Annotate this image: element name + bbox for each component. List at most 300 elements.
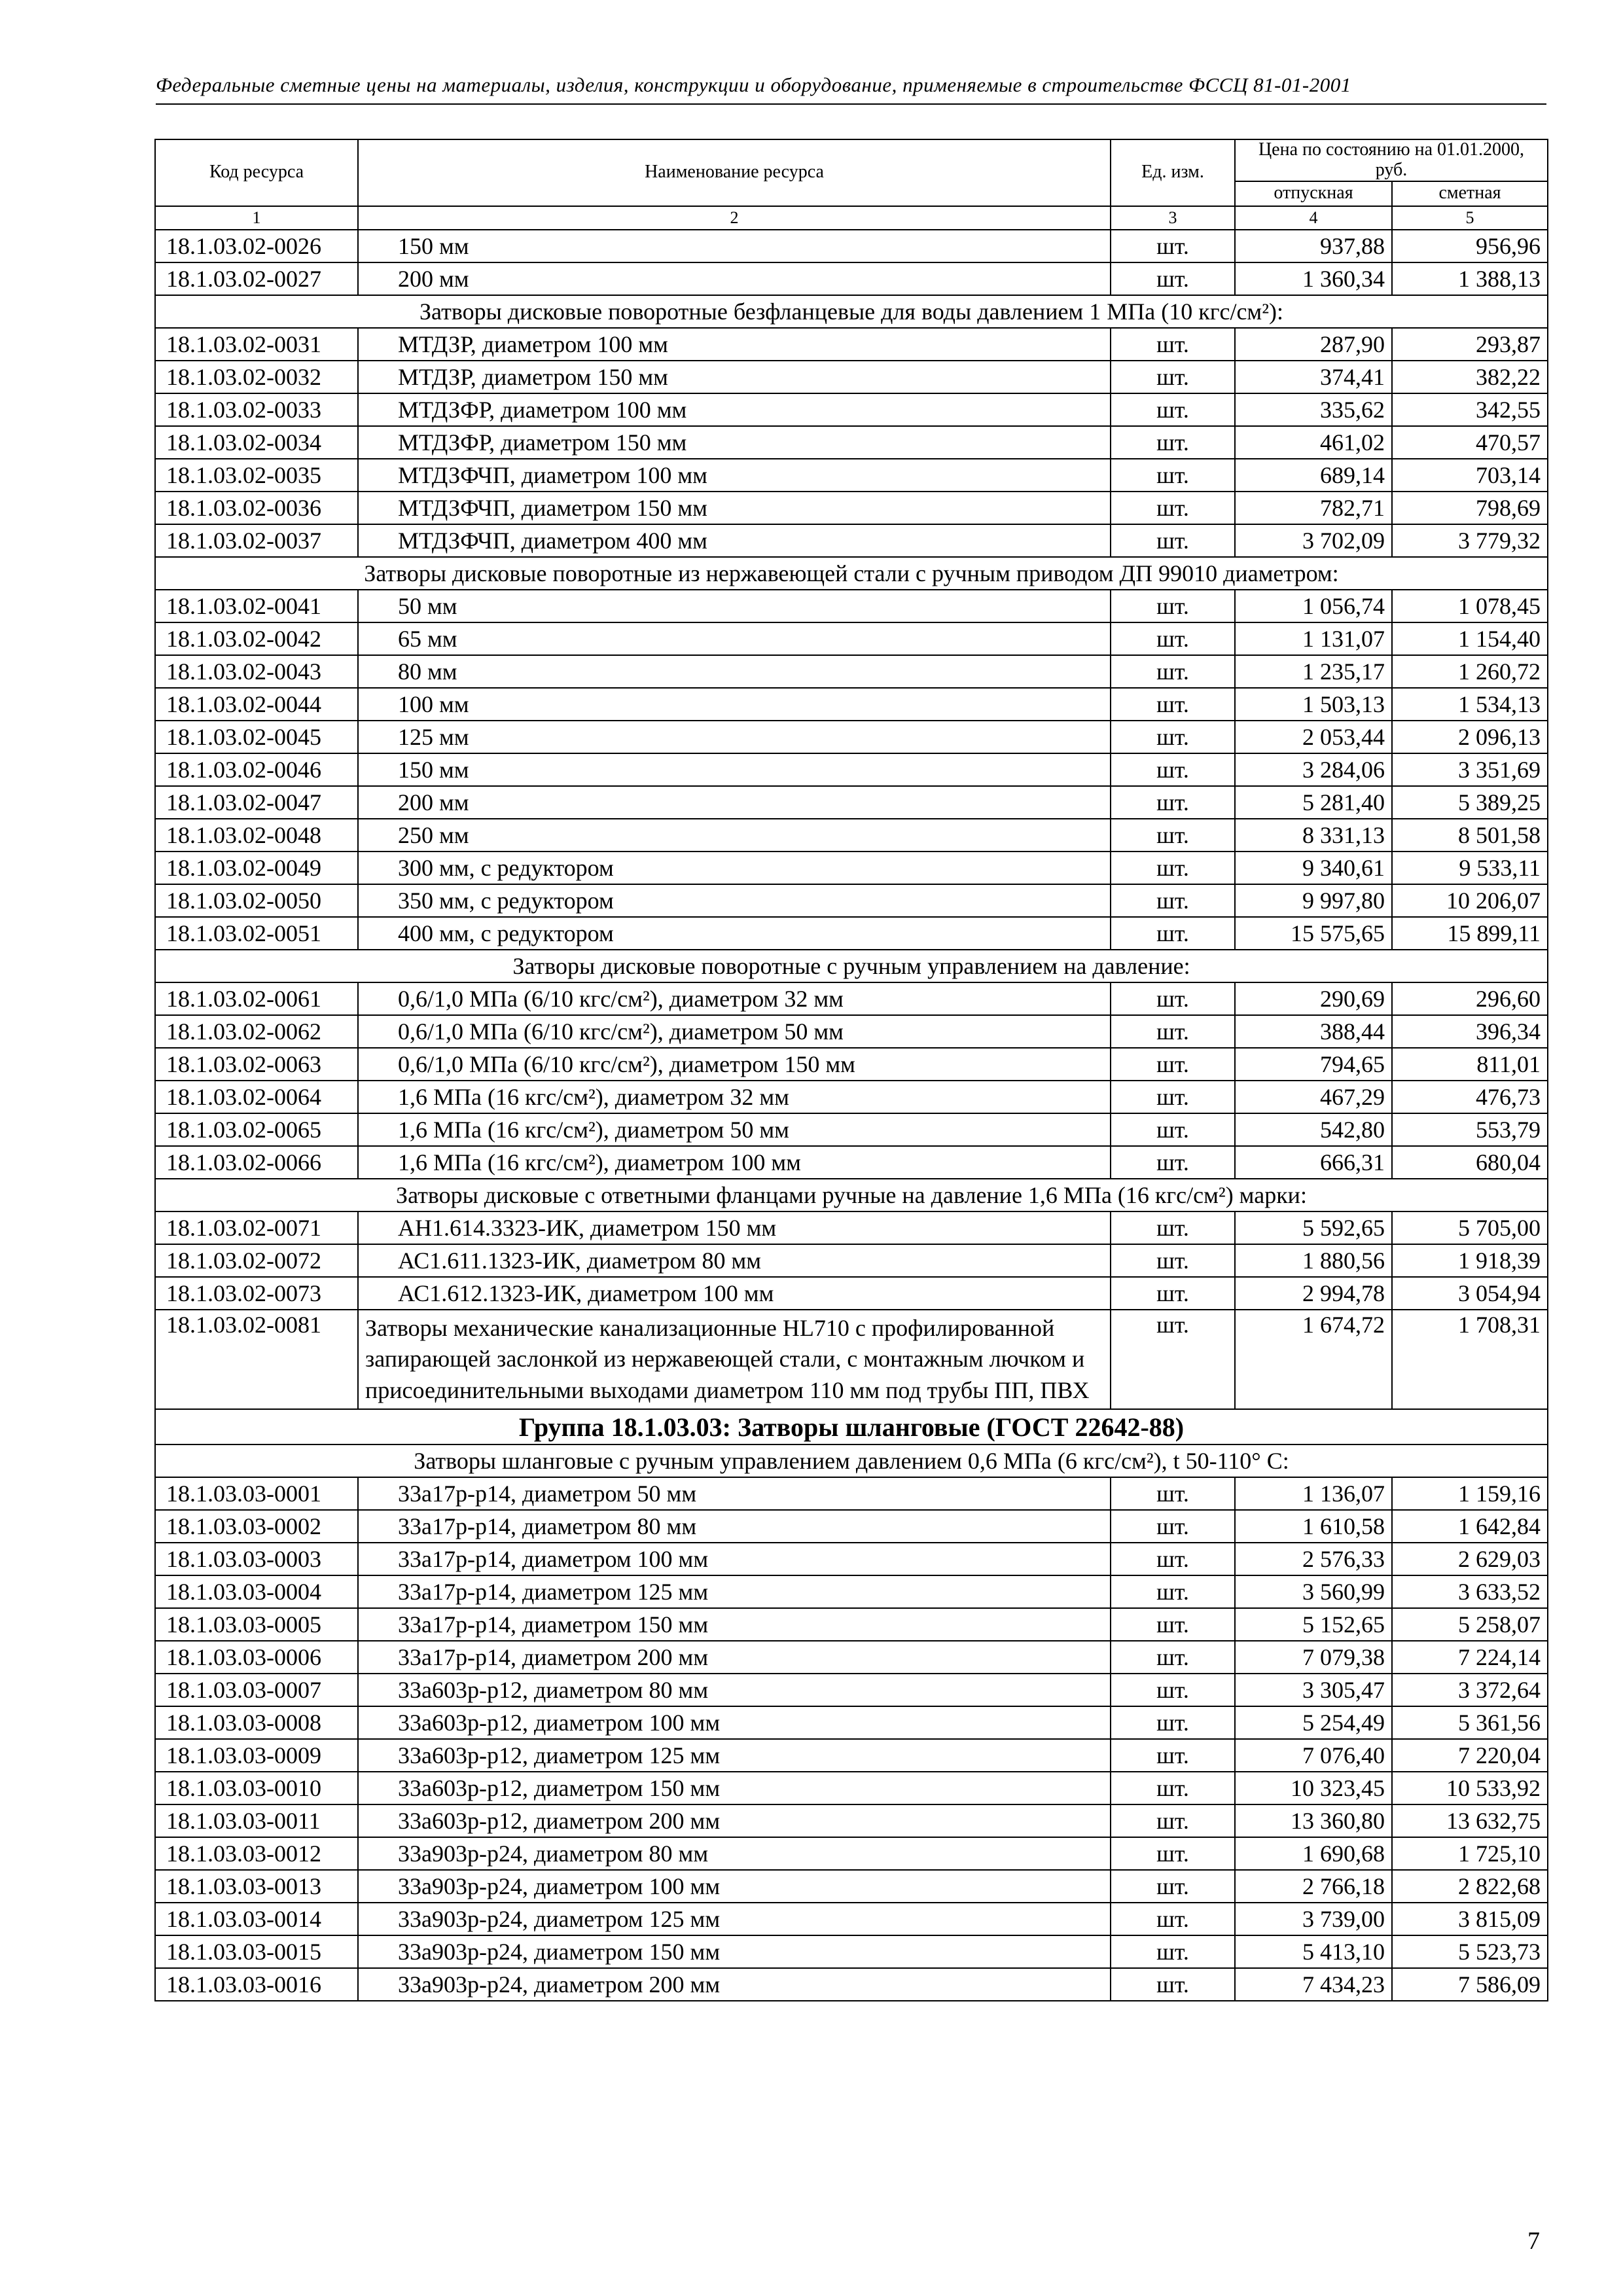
release-price: 2 766,18 xyxy=(1235,1870,1392,1903)
resource-code: 18.1.03.02-0065 xyxy=(155,1113,358,1146)
estimate-price: 811,01 xyxy=(1392,1048,1548,1081)
unit-of-measure: шт. xyxy=(1111,459,1235,492)
resource-code: 18.1.03.02-0035 xyxy=(155,459,358,492)
table-row xyxy=(155,1739,1548,1772)
table-row xyxy=(155,393,1548,426)
subsection-heading-row xyxy=(155,1444,1548,1477)
estimate-price: 5 258,07 xyxy=(1392,1608,1548,1641)
table-row xyxy=(155,688,1548,721)
estimate-price: 13 632,75 xyxy=(1392,1804,1548,1837)
estimate-price: 703,14 xyxy=(1392,459,1548,492)
resource-name: МТДЗФЧП, диаметром 100 мм xyxy=(358,459,1111,492)
table-row xyxy=(155,426,1548,459)
resource-name: 33а603р-р12, диаметром 125 мм xyxy=(358,1739,1111,1772)
resource-name: 1,6 МПа (16 кгс/см²), диаметром 32 мм xyxy=(358,1081,1111,1113)
resource-name: 0,6/1,0 МПа (6/10 кгс/см²), диаметром 50 мм xyxy=(358,1015,1111,1048)
table-row xyxy=(155,819,1548,852)
estimate-price: 2 822,68 xyxy=(1392,1870,1548,1903)
unit-of-measure: шт. xyxy=(1111,1244,1235,1277)
estimate-price: 296,60 xyxy=(1392,982,1548,1015)
resource-code: 18.1.03.03-0002 xyxy=(155,1510,358,1543)
resource-code: 18.1.03.02-0064 xyxy=(155,1081,358,1113)
resource-code: 18.1.03.02-0049 xyxy=(155,852,358,884)
resource-code: 18.1.03.03-0003 xyxy=(155,1543,358,1575)
table-row xyxy=(155,1641,1548,1674)
release-price: 5 281,40 xyxy=(1235,786,1392,819)
unit-of-measure: шт. xyxy=(1111,1211,1235,1244)
release-price: 1 360,34 xyxy=(1235,262,1392,295)
resource-name: МТДЗФЧП, диаметром 150 мм xyxy=(358,492,1111,524)
resource-name: 1,6 МПа (16 кгс/см²), диаметром 50 мм xyxy=(358,1113,1111,1146)
unit-of-measure: шт. xyxy=(1111,982,1235,1015)
table-row xyxy=(155,1015,1548,1048)
column-number: 3 xyxy=(1111,206,1235,230)
resource-name: 33а903р-р24, диаметром 150 мм xyxy=(358,1935,1111,1968)
release-price: 5 254,49 xyxy=(1235,1706,1392,1739)
table-row xyxy=(155,262,1548,295)
resource-name: 33а603р-р12, диаметром 150 мм xyxy=(358,1772,1111,1804)
resource-code: 18.1.03.03-0016 xyxy=(155,1968,358,2001)
release-price: 15 575,65 xyxy=(1235,917,1392,950)
release-price: 1 136,07 xyxy=(1235,1477,1392,1510)
estimate-price: 1 918,39 xyxy=(1392,1244,1548,1277)
table-row xyxy=(155,1081,1548,1113)
release-price: 9 997,80 xyxy=(1235,884,1392,917)
estimate-price: 956,96 xyxy=(1392,230,1548,262)
release-price: 3 702,09 xyxy=(1235,524,1392,557)
resource-name: 150 мм xyxy=(358,753,1111,786)
resource-code: 18.1.03.02-0036 xyxy=(155,492,358,524)
release-price: 1 131,07 xyxy=(1235,622,1392,655)
table-row xyxy=(155,753,1548,786)
resource-name: 33а17р-р14, диаметром 50 мм xyxy=(358,1477,1111,1510)
resource-code: 18.1.03.03-0007 xyxy=(155,1674,358,1706)
release-price: 1 503,13 xyxy=(1235,688,1392,721)
release-price: 2 576,33 xyxy=(1235,1543,1392,1575)
estimate-price: 3 633,52 xyxy=(1392,1575,1548,1608)
resource-name: АС1.611.1323-ИК, диаметром 80 мм xyxy=(358,1244,1111,1277)
release-price: 1 880,56 xyxy=(1235,1244,1392,1277)
unit-of-measure: шт. xyxy=(1111,1146,1235,1179)
resource-name: 200 мм xyxy=(358,262,1111,295)
unit-of-measure: шт. xyxy=(1111,1113,1235,1146)
resource-code: 18.1.03.03-0011 xyxy=(155,1804,358,1837)
group-heading-row xyxy=(155,1409,1548,1444)
resource-name: 33а603р-р12, диаметром 80 мм xyxy=(358,1674,1111,1706)
estimate-price: 382,22 xyxy=(1392,361,1548,393)
subsection-heading-row xyxy=(155,295,1548,328)
col-header-release: отпускная xyxy=(1235,181,1392,206)
table-row xyxy=(155,1575,1548,1608)
estimate-price: 553,79 xyxy=(1392,1113,1548,1146)
subsection-heading: Затворы дисковые поворотные из нержавеющей стали с ручным приводом ДП 99010 диаметром: xyxy=(155,557,1548,590)
resource-code: 18.1.03.02-0073 xyxy=(155,1277,358,1310)
resource-code: 18.1.03.02-0081 xyxy=(155,1310,358,1410)
estimate-price: 1 725,10 xyxy=(1392,1837,1548,1870)
resource-name: 33а903р-р24, диаметром 200 мм xyxy=(358,1968,1111,2001)
release-price: 1 235,17 xyxy=(1235,655,1392,688)
resource-name: АН1.614.3323-ИК, диаметром 150 мм xyxy=(358,1211,1111,1244)
estimate-price: 1 534,13 xyxy=(1392,688,1548,721)
subsection-heading-row xyxy=(155,1179,1548,1211)
resource-code: 18.1.03.02-0048 xyxy=(155,819,358,852)
resource-name: 33а903р-р24, диаметром 100 мм xyxy=(358,1870,1111,1903)
estimate-price: 7 224,14 xyxy=(1392,1641,1548,1674)
unit-of-measure: шт. xyxy=(1111,917,1235,950)
release-price: 3 284,06 xyxy=(1235,753,1392,786)
column-number: 2 xyxy=(358,206,1111,230)
resource-code: 18.1.03.02-0071 xyxy=(155,1211,358,1244)
estimate-price: 7 220,04 xyxy=(1392,1739,1548,1772)
resource-code: 18.1.03.02-0031 xyxy=(155,328,358,361)
resource-code: 18.1.03.02-0033 xyxy=(155,393,358,426)
table-row xyxy=(155,721,1548,753)
unit-of-measure: шт. xyxy=(1111,721,1235,753)
release-price: 7 076,40 xyxy=(1235,1739,1392,1772)
estimate-price: 396,34 xyxy=(1392,1015,1548,1048)
table-row xyxy=(155,1935,1548,1968)
resource-name: 33а17р-р14, диаметром 125 мм xyxy=(358,1575,1111,1608)
table-row xyxy=(155,459,1548,492)
estimate-price: 9 533,11 xyxy=(1392,852,1548,884)
resource-name: 33а17р-р14, диаметром 200 мм xyxy=(358,1641,1111,1674)
resource-name: 65 мм xyxy=(358,622,1111,655)
unit-of-measure: шт. xyxy=(1111,1641,1235,1674)
unit-of-measure: шт. xyxy=(1111,524,1235,557)
unit-of-measure: шт. xyxy=(1111,1804,1235,1837)
unit-of-measure: шт. xyxy=(1111,786,1235,819)
estimate-price: 10 206,07 xyxy=(1392,884,1548,917)
resource-name: 0,6/1,0 МПа (6/10 кгс/см²), диаметром 150 мм xyxy=(358,1048,1111,1081)
estimate-price: 293,87 xyxy=(1392,328,1548,361)
release-price: 689,14 xyxy=(1235,459,1392,492)
resource-code: 18.1.03.02-0062 xyxy=(155,1015,358,1048)
unit-of-measure: шт. xyxy=(1111,1015,1235,1048)
table-row xyxy=(155,1211,1548,1244)
release-price: 1 674,72 xyxy=(1235,1310,1392,1410)
estimate-price: 3 351,69 xyxy=(1392,753,1548,786)
table-row xyxy=(155,1146,1548,1179)
release-price: 10 323,45 xyxy=(1235,1772,1392,1804)
table-row xyxy=(155,1968,1548,2001)
resource-name: 0,6/1,0 МПа (6/10 кгс/см²), диаметром 32 мм xyxy=(358,982,1111,1015)
table-row xyxy=(155,1543,1548,1575)
resource-name: МТДЗФР, диаметром 100 мм xyxy=(358,393,1111,426)
estimate-price: 680,04 xyxy=(1392,1146,1548,1179)
unit-of-measure: шт. xyxy=(1111,1739,1235,1772)
unit-of-measure: шт. xyxy=(1111,262,1235,295)
release-price: 666,31 xyxy=(1235,1146,1392,1179)
resource-code: 18.1.03.03-0013 xyxy=(155,1870,358,1903)
resource-name: МТДЗР, диаметром 150 мм xyxy=(358,361,1111,393)
resource-name: 250 мм xyxy=(358,819,1111,852)
release-price: 374,41 xyxy=(1235,361,1392,393)
release-price: 542,80 xyxy=(1235,1113,1392,1146)
resource-code: 18.1.03.02-0044 xyxy=(155,688,358,721)
resource-code: 18.1.03.03-0006 xyxy=(155,1641,358,1674)
release-price: 388,44 xyxy=(1235,1015,1392,1048)
unit-of-measure: шт. xyxy=(1111,1081,1235,1113)
header-rule xyxy=(156,103,1546,105)
unit-of-measure: шт. xyxy=(1111,655,1235,688)
unit-of-measure: шт. xyxy=(1111,492,1235,524)
table-header-row xyxy=(155,139,1548,181)
resource-name: АС1.612.1323-ИК, диаметром 100 мм xyxy=(358,1277,1111,1310)
resource-name: МТДЗФЧП, диаметром 400 мм xyxy=(358,524,1111,557)
unit-of-measure: шт. xyxy=(1111,393,1235,426)
estimate-price: 8 501,58 xyxy=(1392,819,1548,852)
resource-code: 18.1.03.02-0041 xyxy=(155,590,358,622)
release-price: 1 056,74 xyxy=(1235,590,1392,622)
resource-name: 1,6 МПа (16 кгс/см²), диаметром 100 мм xyxy=(358,1146,1111,1179)
table-row xyxy=(155,1477,1548,1510)
release-price: 335,62 xyxy=(1235,393,1392,426)
resource-name: МТДЗФР, диаметром 150 мм xyxy=(358,426,1111,459)
estimate-price: 1 642,84 xyxy=(1392,1510,1548,1543)
page-number: 7 xyxy=(1527,2227,1540,2255)
resource-code: 18.1.03.02-0032 xyxy=(155,361,358,393)
resource-code: 18.1.03.02-0027 xyxy=(155,262,358,295)
col-header-code: Код ресурса xyxy=(155,139,358,206)
table-row xyxy=(155,786,1548,819)
resource-name: 200 мм xyxy=(358,786,1111,819)
resource-code: 18.1.03.03-0008 xyxy=(155,1706,358,1739)
col-header-estimate: сметная xyxy=(1392,181,1548,206)
unit-of-measure: шт. xyxy=(1111,1870,1235,1903)
resource-name: МТДЗР, диаметром 100 мм xyxy=(358,328,1111,361)
resource-code: 18.1.03.03-0005 xyxy=(155,1608,358,1641)
release-price: 7 434,23 xyxy=(1235,1968,1392,2001)
unit-of-measure: шт. xyxy=(1111,1674,1235,1706)
resource-code: 18.1.03.02-0047 xyxy=(155,786,358,819)
release-price: 3 305,47 xyxy=(1235,1674,1392,1706)
resource-code: 18.1.03.02-0034 xyxy=(155,426,358,459)
resource-name: 50 мм xyxy=(358,590,1111,622)
release-price: 461,02 xyxy=(1235,426,1392,459)
release-price: 2 994,78 xyxy=(1235,1277,1392,1310)
release-price: 794,65 xyxy=(1235,1048,1392,1081)
estimate-price: 5 523,73 xyxy=(1392,1935,1548,1968)
estimate-price: 3 054,94 xyxy=(1392,1277,1548,1310)
resource-code: 18.1.03.02-0061 xyxy=(155,982,358,1015)
table-row xyxy=(155,590,1548,622)
release-price: 2 053,44 xyxy=(1235,721,1392,753)
resource-name: 300 мм, с редуктором xyxy=(358,852,1111,884)
resource-name: 33а903р-р24, диаметром 80 мм xyxy=(358,1837,1111,1870)
estimate-price: 7 586,09 xyxy=(1392,1968,1548,2001)
resource-code: 18.1.03.03-0009 xyxy=(155,1739,358,1772)
resource-code: 18.1.03.03-0010 xyxy=(155,1772,358,1804)
resource-name: 33а903р-р24, диаметром 125 мм xyxy=(358,1903,1111,1935)
unit-of-measure: шт. xyxy=(1111,1277,1235,1310)
unit-of-measure: шт. xyxy=(1111,884,1235,917)
table-row xyxy=(155,328,1548,361)
estimate-price: 3 779,32 xyxy=(1392,524,1548,557)
table-row xyxy=(155,1608,1548,1641)
estimate-price: 1 260,72 xyxy=(1392,655,1548,688)
estimate-price: 5 705,00 xyxy=(1392,1211,1548,1244)
table-row xyxy=(155,492,1548,524)
resource-code: 18.1.03.03-0001 xyxy=(155,1477,358,1510)
estimate-price: 1 078,45 xyxy=(1392,590,1548,622)
estimate-price: 5 361,56 xyxy=(1392,1706,1548,1739)
table-row xyxy=(155,1277,1548,1310)
release-price: 9 340,61 xyxy=(1235,852,1392,884)
release-price: 3 560,99 xyxy=(1235,1575,1392,1608)
release-price: 937,88 xyxy=(1235,230,1392,262)
resource-code: 18.1.03.02-0066 xyxy=(155,1146,358,1179)
resource-name: 350 мм, с редуктором xyxy=(358,884,1111,917)
release-price: 467,29 xyxy=(1235,1081,1392,1113)
table-row xyxy=(155,1804,1548,1837)
estimate-price: 15 899,11 xyxy=(1392,917,1548,950)
estimate-price: 5 389,25 xyxy=(1392,786,1548,819)
resource-name: 33а17р-р14, диаметром 100 мм xyxy=(358,1543,1111,1575)
resource-name: 33а17р-р14, диаметром 150 мм xyxy=(358,1608,1111,1641)
resource-name: 33а603р-р12, диаметром 100 мм xyxy=(358,1706,1111,1739)
table-row xyxy=(155,1510,1548,1543)
unit-of-measure: шт. xyxy=(1111,1706,1235,1739)
release-price: 287,90 xyxy=(1235,328,1392,361)
table-row xyxy=(155,1310,1548,1410)
table-row xyxy=(155,1870,1548,1903)
resource-code: 18.1.03.02-0045 xyxy=(155,721,358,753)
resource-code: 18.1.03.03-0015 xyxy=(155,1935,358,1968)
subsection-heading: Затворы дисковые с ответными фланцами ручные на давление 1,6 МПа (16 кгс/см²) марки: xyxy=(155,1179,1548,1211)
column-number: 4 xyxy=(1235,206,1392,230)
resource-code: 18.1.03.02-0026 xyxy=(155,230,358,262)
resource-name: 80 мм xyxy=(358,655,1111,688)
release-price: 7 079,38 xyxy=(1235,1641,1392,1674)
estimate-price: 3 815,09 xyxy=(1392,1903,1548,1935)
unit-of-measure: шт. xyxy=(1111,590,1235,622)
release-price: 8 331,13 xyxy=(1235,819,1392,852)
release-price: 5 592,65 xyxy=(1235,1211,1392,1244)
release-price: 13 360,80 xyxy=(1235,1804,1392,1837)
resource-code: 18.1.03.03-0014 xyxy=(155,1903,358,1935)
unit-of-measure: шт. xyxy=(1111,1608,1235,1641)
table-row xyxy=(155,1837,1548,1870)
estimate-price: 342,55 xyxy=(1392,393,1548,426)
resource-name: 400 мм, с редуктором xyxy=(358,917,1111,950)
estimate-price: 1 159,16 xyxy=(1392,1477,1548,1510)
resource-name: 150 мм xyxy=(358,230,1111,262)
estimate-price: 1 708,31 xyxy=(1392,1310,1548,1410)
unit-of-measure: шт. xyxy=(1111,328,1235,361)
unit-of-measure: шт. xyxy=(1111,1477,1235,1510)
col-header-price-group: Цена по состоянию на 01.01.2000, руб. xyxy=(1235,139,1548,181)
table-row xyxy=(155,1048,1548,1081)
resource-code: 18.1.03.02-0042 xyxy=(155,622,358,655)
table-row xyxy=(155,1903,1548,1935)
estimate-price: 1 154,40 xyxy=(1392,622,1548,655)
estimate-price: 1 388,13 xyxy=(1392,262,1548,295)
unit-of-measure: шт. xyxy=(1111,1048,1235,1081)
resource-code: 18.1.03.02-0063 xyxy=(155,1048,358,1081)
release-price: 290,69 xyxy=(1235,982,1392,1015)
resource-name: 33а603р-р12, диаметром 200 мм xyxy=(358,1804,1111,1837)
resource-code: 18.1.03.03-0012 xyxy=(155,1837,358,1870)
resource-code: 18.1.03.02-0037 xyxy=(155,524,358,557)
subsection-heading: Затворы дисковые поворотные безфланцевые для воды давлением 1 МПа (10 кгс/см²): xyxy=(155,295,1548,328)
unit-of-measure: шт. xyxy=(1111,1968,1235,2001)
estimate-price: 470,57 xyxy=(1392,426,1548,459)
release-price: 3 739,00 xyxy=(1235,1903,1392,1935)
resource-name: Затворы механические канализационные HL710 с профилированной запирающей заслонкой из нержавеющей стали, с монтажным лючком и присоединительными выходами диаметром 110 мм под трубы ПП, ПВХ xyxy=(358,1310,1111,1410)
unit-of-measure: шт. xyxy=(1111,361,1235,393)
group-heading: Группа 18.1.03.03: Затворы шланговые (ГОСТ 22642-88) xyxy=(155,1409,1548,1444)
column-number: 5 xyxy=(1392,206,1548,230)
table-row xyxy=(155,982,1548,1015)
release-price: 1 610,58 xyxy=(1235,1510,1392,1543)
resource-code: 18.1.03.02-0072 xyxy=(155,1244,358,1277)
unit-of-measure: шт. xyxy=(1111,1837,1235,1870)
unit-of-measure: шт. xyxy=(1111,230,1235,262)
release-price: 5 413,10 xyxy=(1235,1935,1392,1968)
column-number-row xyxy=(155,206,1548,230)
table-row xyxy=(155,884,1548,917)
col-header-name: Наименование ресурса xyxy=(358,139,1111,206)
estimate-price: 3 372,64 xyxy=(1392,1674,1548,1706)
table-row xyxy=(155,1674,1548,1706)
table-row xyxy=(155,361,1548,393)
unit-of-measure: шт. xyxy=(1111,1543,1235,1575)
subsection-heading-row xyxy=(155,557,1548,590)
unit-of-measure: шт. xyxy=(1111,1935,1235,1968)
release-price: 1 690,68 xyxy=(1235,1837,1392,1870)
table-row xyxy=(155,917,1548,950)
table-row xyxy=(155,1772,1548,1804)
price-table xyxy=(154,139,1548,2001)
resource-name: 100 мм xyxy=(358,688,1111,721)
table-row xyxy=(155,852,1548,884)
unit-of-measure: шт. xyxy=(1111,1575,1235,1608)
unit-of-measure: шт. xyxy=(1111,688,1235,721)
resource-code: 18.1.03.02-0051 xyxy=(155,917,358,950)
column-number: 1 xyxy=(155,206,358,230)
estimate-price: 2 629,03 xyxy=(1392,1543,1548,1575)
resource-name: 125 мм xyxy=(358,721,1111,753)
resource-code: 18.1.03.02-0050 xyxy=(155,884,358,917)
unit-of-measure: шт. xyxy=(1111,819,1235,852)
unit-of-measure: шт. xyxy=(1111,1772,1235,1804)
estimate-price: 2 096,13 xyxy=(1392,721,1548,753)
table-row xyxy=(155,230,1548,262)
resource-code: 18.1.03.02-0046 xyxy=(155,753,358,786)
unit-of-measure: шт. xyxy=(1111,622,1235,655)
table-row xyxy=(155,1244,1548,1277)
unit-of-measure: шт. xyxy=(1111,852,1235,884)
unit-of-measure: шт. xyxy=(1111,753,1235,786)
resource-name: 33а17р-р14, диаметром 80 мм xyxy=(358,1510,1111,1543)
unit-of-measure: шт. xyxy=(1111,426,1235,459)
estimate-price: 476,73 xyxy=(1392,1081,1548,1113)
release-price: 5 152,65 xyxy=(1235,1608,1392,1641)
resource-code: 18.1.03.03-0004 xyxy=(155,1575,358,1608)
col-header-unit: Ед. изм. xyxy=(1111,139,1235,206)
table-row xyxy=(155,1113,1548,1146)
release-price: 782,71 xyxy=(1235,492,1392,524)
resource-code: 18.1.03.02-0043 xyxy=(155,655,358,688)
subsection-heading: Затворы шланговые с ручным управлением давлением 0,6 МПа (6 кгс/см²), t 50-110° С: xyxy=(155,1444,1548,1477)
table-row xyxy=(155,1706,1548,1739)
table-row xyxy=(155,655,1548,688)
running-header: Федеральные сметные цены на материалы, изделия, конструкции и оборудование, применяемые в строительстве ФССЦ 81-01-2001 xyxy=(156,73,1351,96)
table-row xyxy=(155,524,1548,557)
table-body xyxy=(155,230,1548,2001)
unit-of-measure: шт. xyxy=(1111,1510,1235,1543)
unit-of-measure: шт. xyxy=(1111,1903,1235,1935)
